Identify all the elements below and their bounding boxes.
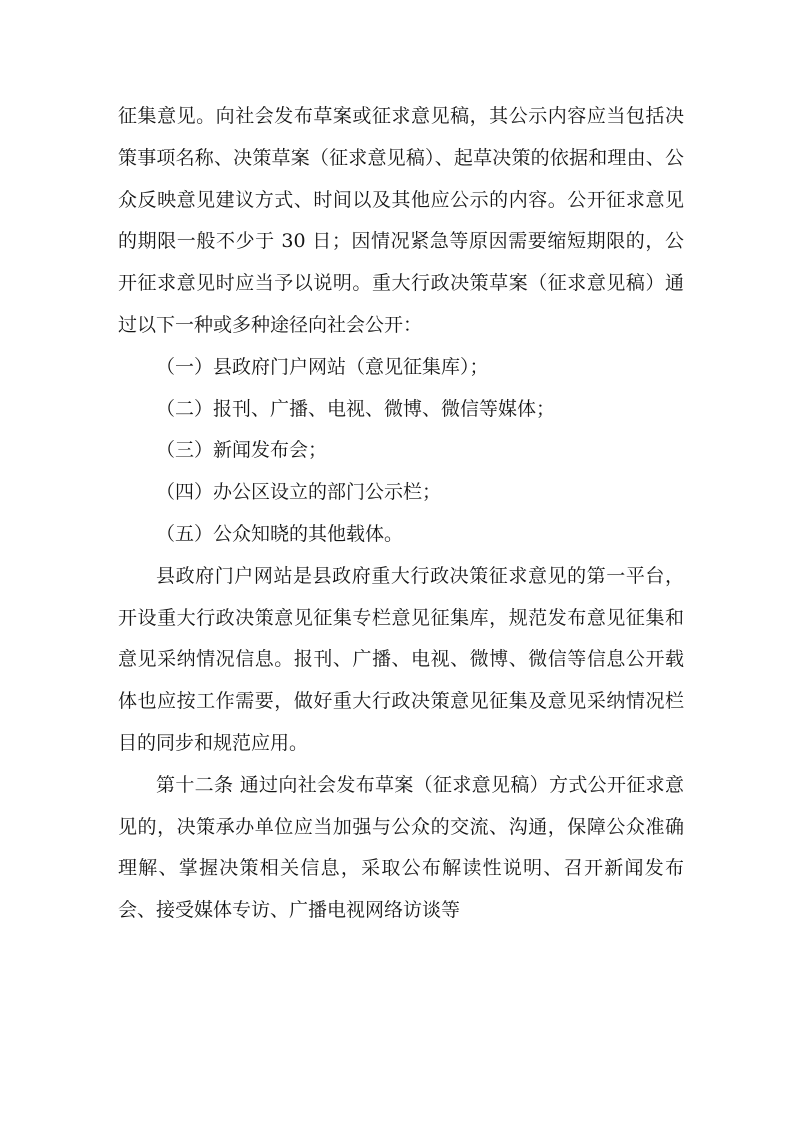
paragraph-portal: 县政府门户网站是县政府重大行政决策征求意见的第一平台，开设重大行政决策意见征集专栏意见征集库，规范发布意见征集和意见采纳情况信息。报刊、广播、电视、微博、微信等信息公开载体也应按工作需要，做好重大行政决策意见征集及意见采纳情况栏目的同步和规范应用。 [118, 564, 684, 754]
paragraph-article-12: 第十二条 通过向社会发布草案（征求意见稿）方式公开征求意见的，决策承办单位应当加强与公众的交流、沟通，保障公众准确理解、掌握决策相关信息，采取公布解读性说明、召开新闻发布会、接受媒体专访、广播电视网络访谈等 [118, 773, 684, 922]
list-item-2: （二）报刊、广播、电视、微博、微信等媒体； [156, 397, 556, 420]
paragraph-continuation: 征集意见。向社会发布草案或征求意见稿，其公示内容应当包括决策事项名称、决策草案（征求意见稿）、起草决策的依据和理由、公众反映意见建议方式、时间以及其他应公示的内容。公开征求意见的期限一般不少于 30 日；因情况紧急等原因需要缩短期限的，公开征求意见时应当予以说明。重大行政决策草案（征求意见稿）通过以下一种或多种途径向社会公开： [118, 105, 684, 336]
list-item-5: （五）公众知晓的其他载体。 [156, 522, 404, 545]
list-item-4: （四）办公区设立的部门公示栏； [156, 481, 442, 504]
list-item-3: （三）新闻发布会； [156, 439, 328, 462]
list-item-1: （一）县政府门户网站（意见征集库）； [156, 355, 489, 378]
document-body [118, 96, 684, 932]
